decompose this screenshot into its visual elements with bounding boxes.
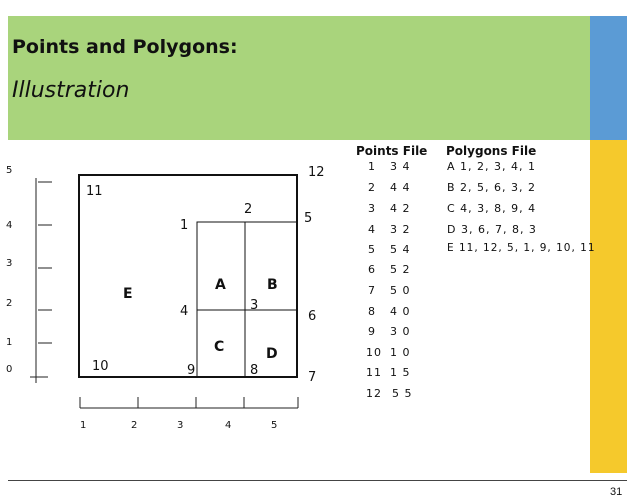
x-tick-label: 4 [225,420,232,431]
point-id: 9 [368,325,376,338]
polygons-file-header: Polygons File [446,144,537,158]
footer-rule [8,480,627,481]
x-tick-label: 1 [80,420,87,431]
points-file-header: Points File [356,144,428,158]
point-id: 12 [366,387,382,400]
polygon-label: D [266,346,278,362]
point-label: 9 [187,363,196,378]
point-coords: 4 2 [390,202,411,215]
page-number: 31 [610,486,623,498]
point-coords: 5 5 [392,387,413,400]
point-label: 6 [308,309,317,324]
x-tick-label: 3 [177,420,184,431]
polygon-label: E [123,286,133,302]
point-id: 3 [368,202,376,215]
polygon-row: A 1, 2, 3, 4, 1 [447,160,536,173]
point-coords: 1 0 [390,346,411,359]
point-coords: 4 4 [390,181,411,194]
point-id: 6 [368,263,376,276]
point-label: 4 [180,304,189,319]
point-label: 1 [180,218,189,233]
point-id: 11 [366,366,382,379]
point-id: 10 [366,346,382,359]
point-coords: 3 0 [390,325,411,338]
point-id: 4 [368,223,376,236]
point-coords: 1 5 [390,366,411,379]
point-label: 10 [92,359,109,374]
point-id: 8 [368,305,376,318]
point-id: 2 [368,181,376,194]
polygon-label: B [267,277,278,293]
point-label: 12 [308,165,325,180]
outer-polygon-boundary [79,175,297,377]
point-label: 8 [250,363,259,378]
inner-polygons-boundary [197,222,297,377]
y-tick-label: 5 [6,165,13,176]
y-tick-label: 1 [6,337,13,348]
y-tick-label: 3 [6,258,13,269]
x-tick-label: 2 [131,420,138,431]
point-coords: 3 2 [390,223,411,236]
point-label: 2 [244,202,253,217]
polygon-label: C [214,339,225,355]
point-coords: 5 2 [390,263,411,276]
point-label: 7 [308,370,317,385]
slide-subtitle: Illustration [12,78,130,103]
point-label: 5 [304,211,313,226]
y-tick-label: 4 [6,220,13,231]
polygon-label: A [215,277,226,293]
point-id: 5 [368,243,376,256]
polygon-row: B 2, 5, 6, 3, 2 [447,181,537,194]
polygon-row: C 4, 3, 8, 9, 4 [447,202,537,215]
point-coords: 5 4 [390,243,411,256]
polygon-row: E 11, 12, 5, 1, 9, 10, 11 [447,242,596,254]
point-label: 11 [86,184,103,199]
point-id: 7 [368,284,376,297]
point-id: 1 [368,160,376,173]
point-coords: 4 0 [390,305,411,318]
y-tick-label: 2 [6,298,13,309]
y-tick-label: 0 [6,364,13,375]
point-label: 3 [250,298,259,313]
polygon-row: D 3, 6, 7, 8, 3 [447,223,537,236]
point-coords: 3 4 [390,160,411,173]
point-coords: 5 0 [390,284,411,297]
x-tick-label: 5 [271,420,278,431]
slide-title: Points and Polygons: [12,36,238,58]
